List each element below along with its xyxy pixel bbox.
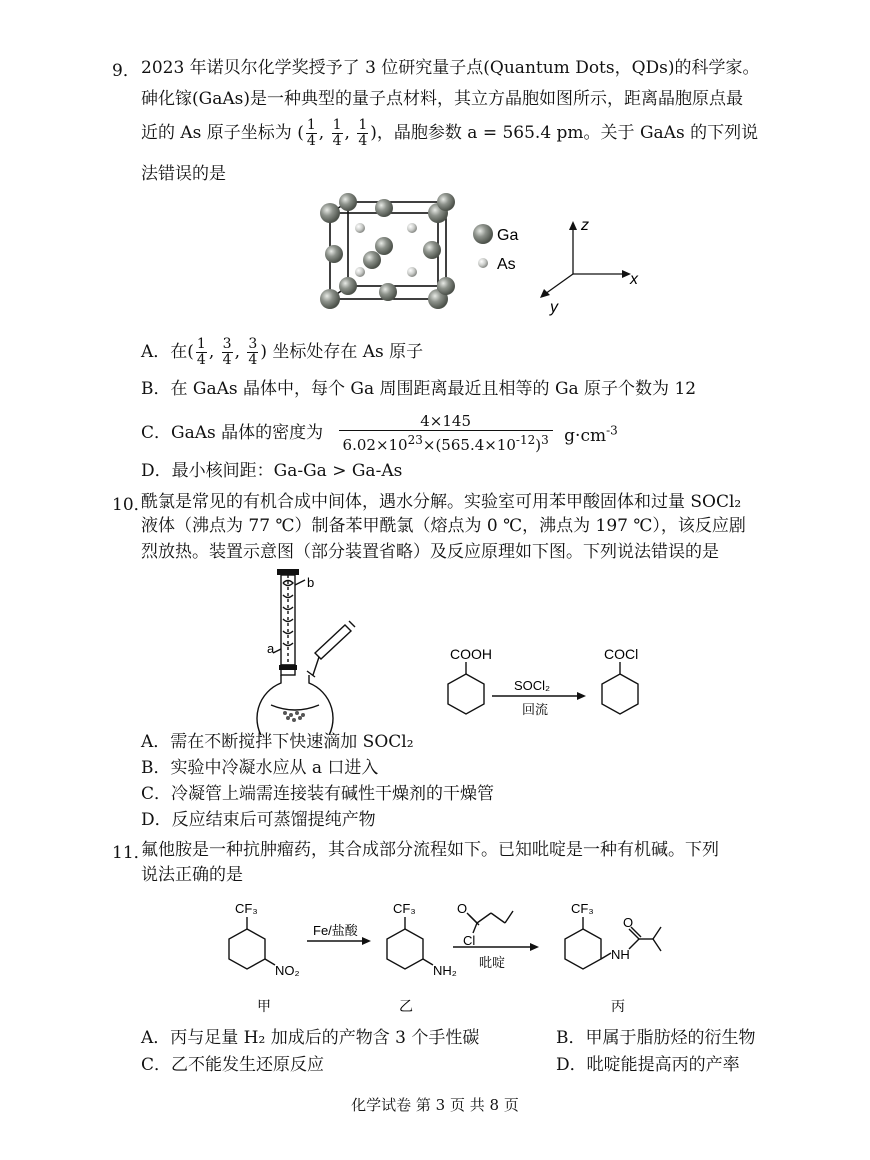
q10-number: 10．: [112, 495, 151, 515]
q11-stem-line1: 氟他胺是一种抗肿瘤药，其合成部分流程如下。已知吡啶是一种有机碱。下列: [141, 840, 719, 860]
q9-number: 9．: [112, 61, 140, 81]
as-legend-label: As: [497, 256, 516, 273]
q11-option-b: B．甲属于脂肪烃的衍生物: [556, 1028, 756, 1048]
label-a: a: [267, 641, 275, 656]
jia-no2: NO₂: [275, 963, 300, 978]
step1-reagent: Fe/盐酸: [313, 923, 358, 938]
q9-stem-line2: 砷化镓(GaAs)是一种典型的量子点材料，其立方晶胞如图所示，距离晶胞原点最: [141, 89, 743, 109]
q11-option-c: C．乙不能发生还原反应: [141, 1055, 325, 1075]
reflux-apparatus-figure: [255, 565, 375, 735]
bing-nh: NH: [611, 947, 630, 962]
label-bing: 丙: [611, 998, 625, 1014]
q9-stem-line1: 2023 年诺贝尔化学奖授予了 3 位研究量子点(Quantum Dots，QDs)的科学家。: [141, 58, 760, 78]
axis-x-label: x: [630, 271, 638, 288]
reagent-label: SOCl₂: [514, 678, 551, 693]
condition-label: 回流: [522, 702, 549, 717]
q11-stem-line2: 说法正确的是: [141, 865, 243, 885]
reagent-cl: Cl: [463, 933, 476, 948]
benzoyl-chloride-reaction: [428, 640, 668, 725]
ga-legend-label: Ga: [497, 227, 519, 244]
q10-stem-line1: 酰氯是常见的有机合成中间体，遇水分解。实验室可用苯甲酸固体和过量 SOCl₂: [141, 492, 742, 512]
product-label: COCl: [604, 646, 639, 662]
as-legend-icon: [478, 258, 488, 268]
q11-option-a: A．丙与足量 H₂ 加成后的产物含 3 个手性碳: [141, 1028, 480, 1048]
q9-option-b: B．在 GaAs 晶体中，每个 Ga 周围距离最近且相等的 Ga 原子个数为 12: [141, 379, 697, 399]
reagent-o: O: [457, 901, 468, 916]
q10-stem-line3: 烈放热。装置示意图（部分装置省略）及反应原理如下图。下列说法错误的是: [141, 542, 719, 562]
q10-option-b: B．实验中冷凝水应从 a 口进入: [141, 758, 379, 778]
q9-frac-y: $\frac{1}{4}$: [332, 117, 342, 149]
q9-option-d: D．最小核间距：Ga-Ga > Ga-As: [141, 461, 403, 481]
gaas-unit-cell-figure: [300, 188, 680, 318]
q9-stem-line4: 法错误的是: [141, 164, 226, 184]
q10-option-a: A．需在不断搅拌下快速滴加 SOCl₂: [141, 732, 414, 752]
q11-option-d: D．吡啶能提高丙的产率: [556, 1055, 740, 1075]
q10-option-d: D．反应结束后可蒸馏提纯产物: [141, 810, 376, 830]
q9-stem-line3: 近的 As 原子坐标为 ( $\frac{1}{4}$ , $\frac{1}{4}$ , $\frac{1}{4}$ )，晶胞参数 a = 565.4 pm。关于 GaAs 的下列说: [141, 117, 759, 149]
page-footer: 化学试卷 第 3 页 共 8 页: [351, 1096, 519, 1114]
label-jia: 甲: [257, 998, 271, 1014]
q9-option-a: A．在( $\frac{1}{4}$ , $\frac{3}{4}$ , $\frac{3}{4}$ ) 坐标处存在 As 原子: [141, 336, 424, 368]
reactant-label: COOH: [450, 646, 492, 662]
flutamide-synthesis-scheme: [215, 895, 685, 1020]
q9-coord-prefix: 近的 As 原子坐标为 (: [141, 123, 304, 143]
label-b: b: [307, 575, 315, 590]
axis-y-label: y: [550, 299, 558, 316]
bing-o: O: [623, 915, 634, 930]
atom-legend: [473, 224, 518, 273]
q9-frac-z: $\frac{1}{4}$: [358, 117, 368, 149]
q10-stem-line2: 液体（沸点为 77 ℃）制备苯甲酰氯（熔点为 0 ℃，沸点为 197 ℃），该反应剧: [141, 516, 746, 536]
q9-coord-suffix: )，晶胞参数 a = 565.4 pm。关于 GaAs 的下列说: [370, 123, 759, 143]
q11-number: 11．: [112, 843, 151, 863]
ga-legend-icon: [473, 224, 493, 244]
yi-nh2: NH₂: [433, 963, 457, 978]
bing-cf3: CF₃: [571, 901, 594, 916]
q10-option-c: C．冷凝管上端需连接装有碱性干燥剂的干燥管: [141, 784, 495, 804]
yi-cf3: CF₃: [393, 901, 416, 916]
jia-cf3: CF₃: [235, 901, 258, 916]
axis-z-label: z: [581, 217, 589, 234]
step2-reagent: 吡啶: [479, 955, 506, 970]
label-yi: 乙: [399, 998, 413, 1014]
q9-option-c: C．GaAs 晶体的密度为 $\frac{4\times 145}{6.02\times 10^{23}\times(565.4\times 10^{-12})^3}$ $g\cdot cm^{-3}$: [141, 412, 618, 454]
q9-frac-x: $\frac{1}{4}$: [306, 117, 316, 149]
